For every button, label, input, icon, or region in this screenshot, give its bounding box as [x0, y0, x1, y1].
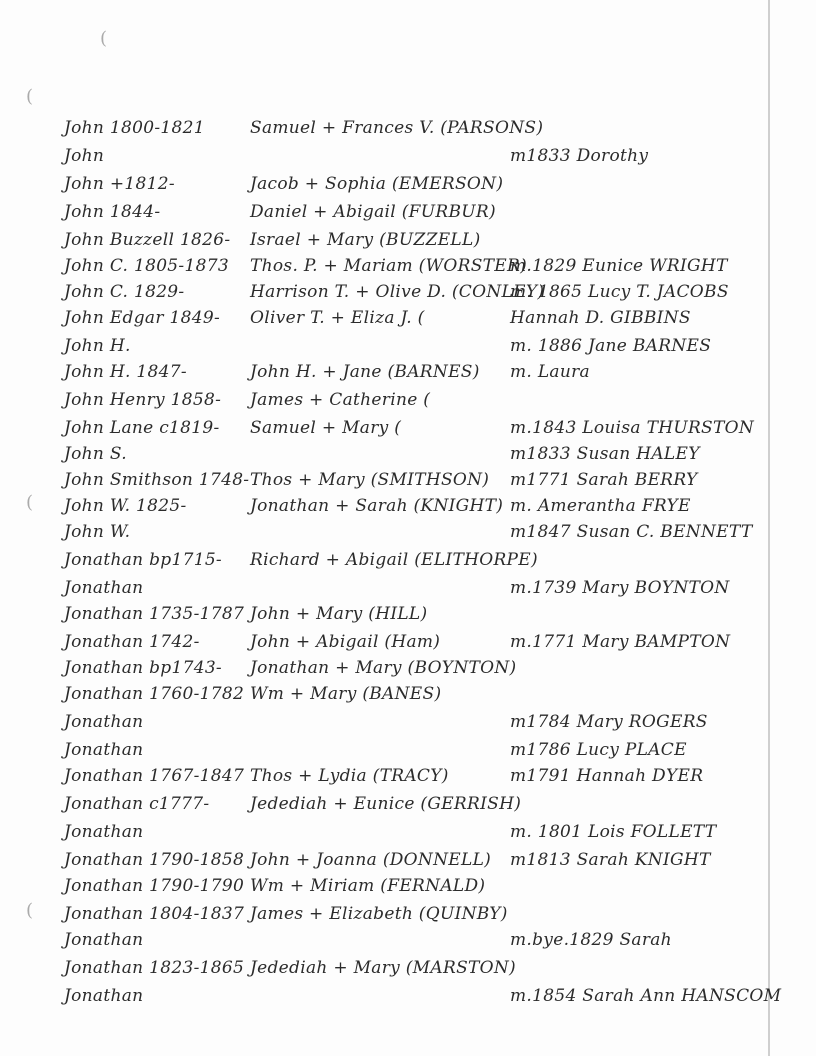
- entry-name: Jonathan: [64, 986, 144, 1006]
- hole-punch-mark: (: [26, 900, 34, 921]
- entry-marriage: m1784 Mary ROGERS: [510, 712, 708, 732]
- entry-name: John S.: [64, 444, 127, 464]
- entry-marriage: m. 1886 Jane BARNES: [510, 336, 712, 356]
- entry-marriage: m1833 Dorothy: [510, 146, 649, 166]
- entry-name: John Lane c1819-: [64, 418, 220, 438]
- entry-row: [0, 980, 816, 1012]
- entry-name: Jonathan 1760-1782: [64, 684, 245, 704]
- entry-name: John Henry 1858-: [64, 390, 222, 410]
- entry-parents: James + Catherine (: [250, 390, 431, 410]
- entry-marriage: m. 1865 Lucy T. JACOBS: [510, 282, 729, 302]
- entry-marriage: m.1854 Sarah Ann HANSCOM: [510, 986, 782, 1006]
- entry-name: Jonathan 1767-1847: [64, 766, 245, 786]
- entry-marriage: m.1829 Eunice WRIGHT: [510, 256, 728, 276]
- entry-marriage: m.1739 Mary BOYNTON: [510, 578, 730, 598]
- entry-marriage: m. 1801 Lois FOLLETT: [510, 822, 717, 842]
- hole-punch-mark: (: [26, 492, 34, 513]
- entry-parents: Jonathan + Sarah (KNIGHT): [250, 496, 504, 516]
- entry-name: John H.: [64, 336, 131, 356]
- entry-name: John 1844-: [64, 202, 161, 222]
- entry-parents: Thos + Lydia (TRACY): [250, 766, 449, 786]
- entry-name: Jonathan 1790-1790: [64, 876, 245, 896]
- entry-name: Jonathan 1823-1865: [64, 958, 245, 978]
- entry-parents: Daniel + Abigail (FURBUR): [250, 202, 496, 222]
- entry-parents: Samuel + Frances V. (PARSONS): [250, 118, 544, 138]
- entry-name: John W. 1825-: [64, 496, 187, 516]
- entry-marriage: m.1771 Mary BAMPTON: [510, 632, 731, 652]
- entry-name: Jonathan 1804-1837: [64, 904, 245, 924]
- entry-parents: Thos + Mary (SMITHSON): [250, 470, 490, 490]
- entry-name: John Smithson 1748-: [64, 470, 250, 490]
- entry-parents: Harrison T. + Olive D. (CONLEY): [250, 282, 545, 302]
- entry-name: Jonathan: [64, 712, 144, 732]
- entry-parents: Samuel + Mary (: [250, 418, 402, 438]
- entry-parents: Wm + Mary (BANES): [250, 684, 442, 704]
- entry-parents: Thos. P. + Mariam (WORSTER): [250, 256, 528, 276]
- entry-name: John: [64, 146, 105, 166]
- entry-name: Jonathan: [64, 822, 144, 842]
- entry-name: John W.: [64, 522, 131, 542]
- entry-name: John H. 1847-: [64, 362, 187, 382]
- entry-parents: Jacob + Sophia (EMERSON): [250, 174, 504, 194]
- hole-punch-mark: (: [26, 86, 34, 107]
- entry-name: Jonathan: [64, 578, 144, 598]
- entry-name: John +1812-: [64, 174, 175, 194]
- entry-parents: John + Mary (HILL): [250, 604, 428, 624]
- entry-parents: John H. + Jane (BARNES): [250, 362, 480, 382]
- entry-parents: Jonathan + Mary (BOYNTON): [250, 658, 517, 678]
- entry-name: John Edgar 1849-: [64, 308, 220, 328]
- entry-parents: Oliver T. + Eliza J. (: [250, 308, 425, 328]
- entry-marriage: Hannah D. GIBBINS: [510, 308, 691, 328]
- entry-parents: John + Abigail (Ham): [250, 632, 441, 652]
- entry-parents: Richard + Abigail (ELITHORPE): [250, 550, 538, 570]
- entry-marriage: m.bye.1829 Sarah: [510, 930, 672, 950]
- entry-name: Jonathan bp1715-: [64, 550, 222, 570]
- entry-marriage: m1847 Susan C. BENNETT: [510, 522, 753, 542]
- entry-name: Jonathan bp1743-: [64, 658, 222, 678]
- entry-parents: James + Elizabeth (QUINBY): [250, 904, 508, 924]
- entry-name: John Buzzell 1826-: [64, 230, 231, 250]
- entry-name: Jonathan: [64, 930, 144, 950]
- entry-parents: Israel + Mary (BUZZELL): [250, 230, 481, 250]
- entry-parents: Jedediah + Mary (MARSTON): [250, 958, 516, 978]
- entry-name: Jonathan 1742-: [64, 632, 200, 652]
- entry-name: Jonathan 1735-1787: [64, 604, 245, 624]
- entry-name: John C. 1805-1873: [64, 256, 229, 276]
- entry-parents: John + Joanna (DONNELL): [250, 850, 492, 870]
- entry-marriage: m1771 Sarah BERRY: [510, 470, 698, 490]
- entry-name: John C. 1829-: [64, 282, 185, 302]
- entry-marriage: m. Laura: [510, 362, 590, 382]
- entry-marriage: m1791 Hannah DYER: [510, 766, 704, 786]
- entry-marriage: m1833 Susan HALEY: [510, 444, 700, 464]
- entry-parents: Wm + Miriam (FERNALD): [250, 876, 486, 896]
- entry-marriage: m1813 Sarah KNIGHT: [510, 850, 711, 870]
- entry-name: John 1800-1821: [64, 118, 205, 138]
- entry-marriage: m1786 Lucy PLACE: [510, 740, 687, 760]
- entry-name: Jonathan: [64, 740, 144, 760]
- entry-parents: Jedediah + Eunice (GERRISH): [250, 794, 522, 814]
- entry-marriage: m.1843 Louisa THURSTON: [510, 418, 755, 438]
- entry-name: Jonathan c1777-: [64, 794, 210, 814]
- entry-marriage: m. Amerantha FRYE: [510, 496, 691, 516]
- entry-name: Jonathan 1790-1858: [64, 850, 245, 870]
- hole-punch-mark: (: [100, 28, 108, 49]
